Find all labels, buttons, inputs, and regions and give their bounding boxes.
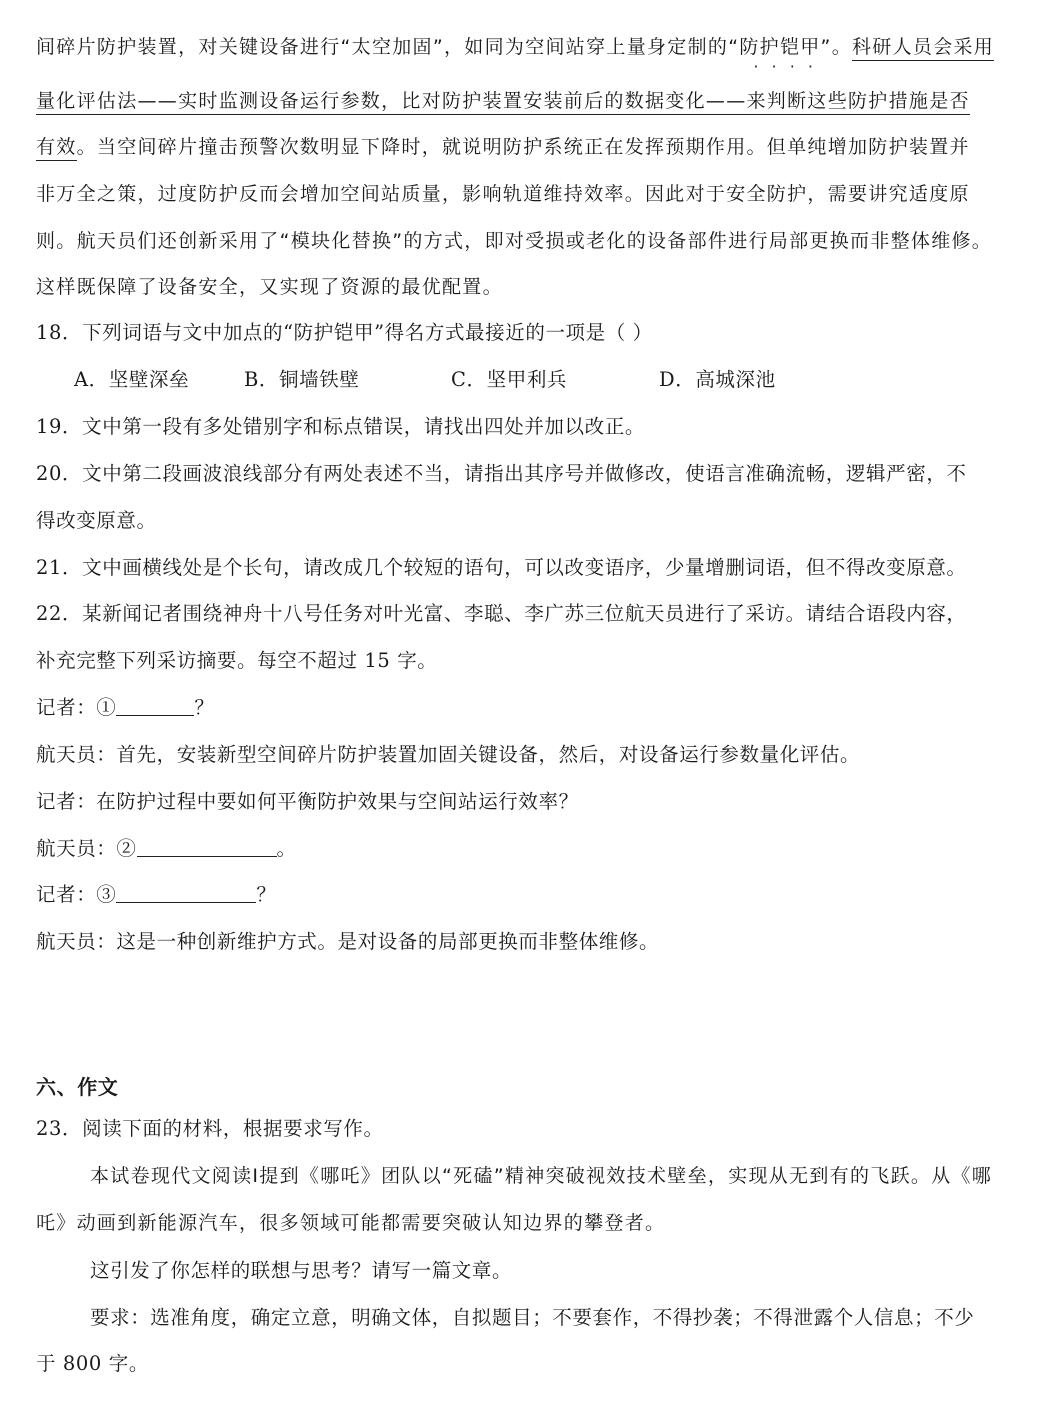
passage-line-4: 非万全之策，过度防护反而会增加空间站质量，影响轨道维持效率。因此对于安全防护，需要讲究适度原	[36, 183, 970, 205]
underlined-long-sentence: 有效	[36, 136, 77, 161]
underlined-long-sentence: 科研人员会采用	[852, 36, 994, 61]
question-20-line-1: 20．文中第二段画波浪线部分有两处表述不当，请指出其序号并做修改，使语言准确流畅，逻辑严密，不	[36, 462, 967, 485]
option-d: D．高城深池	[659, 368, 776, 391]
passage-text: 。当空间碎片撞击预警次数明显下降时，就说明防护系统正在发挥预期作用。但单纯增加防护装置并	[76, 136, 970, 158]
essay-requirements-line-2: 于 800 字。	[36, 1352, 149, 1375]
question-18-options	[0, 367, 1044, 393]
passage-line-6: 这样既保障了设备安全，又实现了资源的最优配置。	[36, 276, 503, 298]
question-18: 18．下列词语与文中加点的“防护铠甲”得名方式最接近的一项是（ ）	[36, 321, 653, 344]
reporter-label: 记者：①	[36, 696, 117, 719]
passage-line-1	[36, 34, 994, 60]
question-20-line-2: 得改变原意。	[36, 509, 157, 532]
interview-reporter-1	[36, 695, 215, 721]
interview-astronaut-1: 航天员：首先，安装新型空间碎片防护装置加固关键设备，然后，对设备运行参数量化评估。	[36, 743, 861, 766]
underlined-long-sentence: 量化评估法——实时监测设备运行参数，比对防护装置安装前后的数据变化——来判断这些防护措施是否	[36, 90, 970, 115]
question-mark: ？	[194, 696, 215, 719]
material-line-1: 本试卷现代文阅读Ⅰ提到《哪吒》团队以“死磕”精神突破视效技术壁垒，实现从无到有的飞跃。从《哪	[90, 1165, 993, 1187]
passage-line-5: 则。航天员们还创新采用了“模块化替换”的方式，即对受损或老化的设备部件进行局部更换而非整体维修。	[36, 230, 993, 252]
passage-line-3	[36, 134, 970, 160]
passage-text: ”。	[820, 36, 852, 58]
question-mark: ？	[256, 883, 277, 906]
passage-text: 间碎片防护装置，对关键设备进行“太空加固”，如同为空间站穿上量身定制的“	[36, 36, 740, 58]
dotted-term: 防护铠甲 · · · ·	[739, 36, 820, 58]
interview-reporter-2: 记者：在防护过程中要如何平衡防护效果与空间站运行效率？	[36, 790, 579, 813]
answer-blank-3[interactable]	[116, 882, 256, 903]
essay-requirements-line-1: 要求：选准角度，确定立意，明确文体，自拟题目；不要套作，不得抄袭；不得泄露个人信息；不少	[90, 1306, 975, 1329]
interview-astronaut-3: 航天员：这是一种创新维护方式。是对设备的局部更换而非整体维修。	[36, 930, 660, 953]
passage-line-2	[36, 88, 970, 114]
period-mark: 。	[276, 837, 297, 860]
interview-astronaut-2	[36, 836, 297, 862]
option-c: C．坚甲利兵	[451, 368, 568, 391]
option-b: B．铜墙铁壁	[244, 368, 360, 391]
answer-blank-1[interactable]	[116, 695, 194, 716]
essay-prompt: 这引发了你怎样的联想与思考？请写一篇文章。	[90, 1259, 513, 1282]
question-22-line-1: 22．某新闻记者围绕神舟十八号任务对叶光富、李聪、李广苏三位航天员进行了采访。请结合语段内容，	[36, 602, 967, 625]
material-line-2: 吒》动画到新能源汽车，很多领域可能都需要突破认知边界的攀登者。	[36, 1212, 666, 1234]
question-23: 23．阅读下面的材料，根据要求写作。	[36, 1117, 384, 1140]
answer-blank-2[interactable]	[137, 836, 277, 857]
reporter-label: 记者：③	[36, 883, 117, 906]
astronaut-label: 航天员：②	[36, 837, 137, 860]
interview-reporter-3	[36, 882, 277, 908]
option-a: A．坚壁深垒	[74, 368, 190, 391]
question-21: 21．文中画横线处是个长句，请改成几个较短的语句，可以改变语序，少量增删词语，但不得改变原意。	[36, 556, 967, 579]
question-19: 19．文中第一段有多处错别字和标点错误，请找出四处并加以改正。	[36, 415, 645, 438]
section-title-essay: 六、作文	[36, 1075, 119, 1099]
question-22-line-2: 补充完整下列采访摘要。每空不超过 15 字。	[36, 649, 438, 672]
